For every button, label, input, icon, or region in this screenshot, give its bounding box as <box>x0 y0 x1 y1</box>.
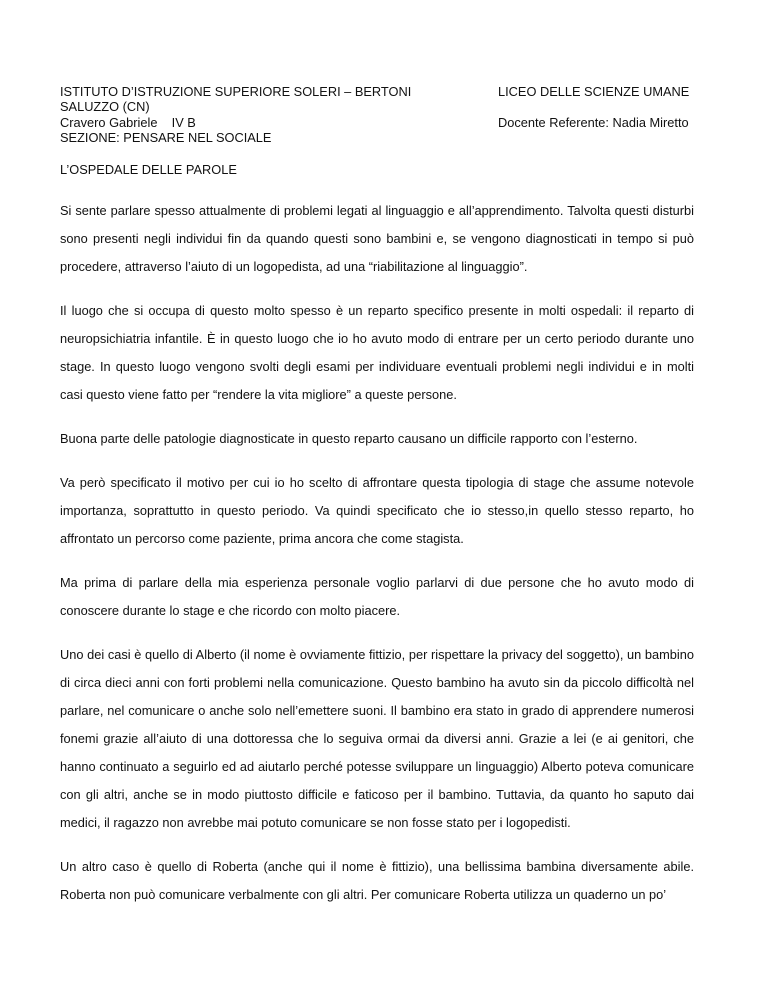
school-name-line1: ISTITUTO D’ISTRUZIONE SUPERIORE SOLERI – BERTONI <box>60 84 412 99</box>
paragraph: Ma prima di parlare della mia esperienza personale voglio parlarvi di due persone che ho avuto modo di conoscere durante lo stage e che ricordo con molto piacere. <box>60 575 694 618</box>
paragraph: Buona parte delle patologie diagnosticate in questo reparto causano un difficile rapporto con l’esterno. <box>60 431 638 446</box>
paragraph: Va però specificato il motivo per cui io ho scelto di affrontare questa tipologia di stage che assume notevole importanza, soprattutto in questo periodo. Va quindi specificato che io stesso,in quello stesso reparto, ho affrontato un percorso come paziente, prima ancora che come stagista. <box>60 475 694 546</box>
paragraph: Si sente parlare spesso attualmente di problemi legati al linguaggio e all’apprendimento. Talvolta questi disturbi sono presenti negli individui fin da quando questi sono bambini e, se vengono diagnosticati in tempo si può procedere, attraverso l’aiuto di un logopedista, ad una “riabilitazione al linguaggio”. <box>60 203 694 274</box>
teacher-reference: Docente Referente: Nadia Miretto <box>498 115 689 130</box>
student-name: Cravero Gabriele IV B <box>60 115 196 130</box>
paragraph: Un altro caso è quello di Roberta (anche qui il nome è fittizio), una bellissima bambina diversamente abile. Roberta non può comunicare verbalmente con gli altri. Per comunicare Roberta utilizza un quaderno un po’ <box>60 859 694 902</box>
paragraph: Uno dei casi è quello di Alberto (il nome è ovviamente fittizio, per rispettare la privacy del soggetto), un bambino di circa dieci anni con forti problemi nella comunicazione. Questo bambino ha avuto sin da piccolo difficoltà nel parlare, nel comunicare o anche solo nell’emettere suoni. Il bambino era stato in grado di apprendere numerosi fonemi grazie all’aiuto di una dottoressa che lo seguiva ormai da diversi anni. Grazie a lei (e ai genitori, che hanno continuato a seguirlo ed ad aiutarlo perché potesse sviluppare un linguaggio) Alberto poteva comunicare con gli altri, anche se in modo piuttosto difficile e faticoso per il bambino. Tuttavia, da quanto ho saputo dai medici, il ragazzo non avrebbe mai potuto comunicare se non fosse stato per i logopedisti. <box>60 647 694 830</box>
school-name-line2: SALUZZO (CN) <box>60 99 150 114</box>
paragraph: Il luogo che si occupa di questo molto spesso è un reparto specifico presente in molti ospedali: il reparto di neuropsichiatria infantile. È in questo luogo che io ho avuto modo di entrare per un certo periodo durante uno stage. In questo luogo vengono svolti degli esami per individuare eventuali problemi negli individui e in molti casi questo viene fatto per “rendere la vita migliore” a queste persone. <box>60 303 694 402</box>
section-label: SEZIONE: PENSARE NEL SOCIALE <box>60 130 272 145</box>
document-body <box>60 197 694 925</box>
school-type: LICEO DELLE SCIENZE UMANE <box>498 84 690 99</box>
document-title: L’OSPEDALE DELLE PAROLE <box>60 162 237 177</box>
